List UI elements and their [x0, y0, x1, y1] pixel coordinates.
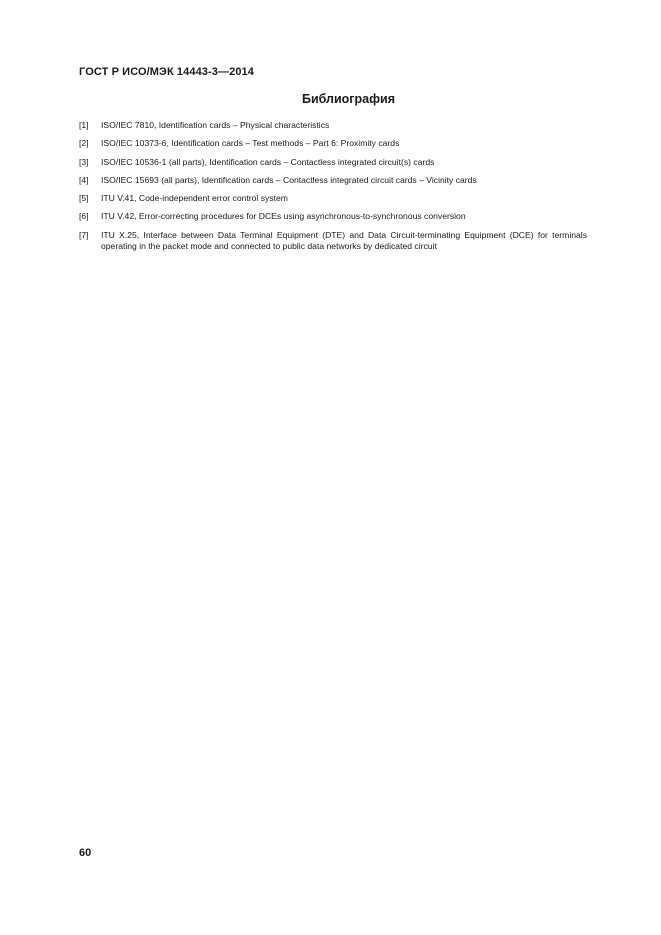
bibliography-item	[79, 138, 587, 149]
bibliography-item-number: [1]	[79, 120, 89, 130]
bibliography-item-number: [4]	[79, 174, 89, 185]
page-number: 60	[79, 847, 92, 859]
bibliography-item	[79, 120, 587, 131]
bibliography-item-text: ITU V.41, Code-independent error control system	[101, 193, 288, 204]
document-header: ГОСТ Р ИСО/МЭК 14443-3—2014	[79, 66, 254, 78]
bibliography-item-number: [2]	[79, 138, 89, 149]
bibliography-item	[79, 230, 587, 252]
bibliography-item-number: [6]	[79, 211, 89, 222]
bibliography-item-number: [7]	[79, 229, 89, 240]
bibliography-item-text: ISO/IEC 7810, Identification cards – Physical characteristics	[101, 120, 330, 130]
bibliography-item	[79, 193, 587, 204]
bibliography-item-text: ISO/IEC 15693 (all parts), Identification cards – Contactless integrated circuit cards – Vicinity cards	[101, 174, 477, 185]
bibliography-item-text: ISO/IEC 10536-1 (all parts), Identification cards – Contactless integrated circuit(s) cards	[101, 156, 435, 167]
bibliography-item-text: ITU V.42, Error-correcting procedures for DCEs using asynchronous-to-synchronous conversion	[101, 211, 466, 222]
bibliography-title: Библиография	[301, 92, 396, 106]
bibliography-item	[79, 157, 587, 168]
bibliography-list	[79, 120, 587, 259]
bibliography-item-text: ITU X.25, Interface between Data Terminal Equipment (DTE) and Data Circuit-terminating Equipment (DCE) for terminals operating in the packet mode and connected to public data networks by dedicated circuit	[101, 229, 587, 251]
bibliography-item-text: ISO/IEC 10373-6, Identification cards – Test methods – Part 6: Proximity cards	[101, 138, 400, 149]
bibliography-item	[79, 211, 587, 222]
bibliography-item-number: [5]	[79, 193, 89, 204]
bibliography-item	[79, 175, 587, 186]
bibliography-item-number: [3]	[79, 156, 89, 167]
